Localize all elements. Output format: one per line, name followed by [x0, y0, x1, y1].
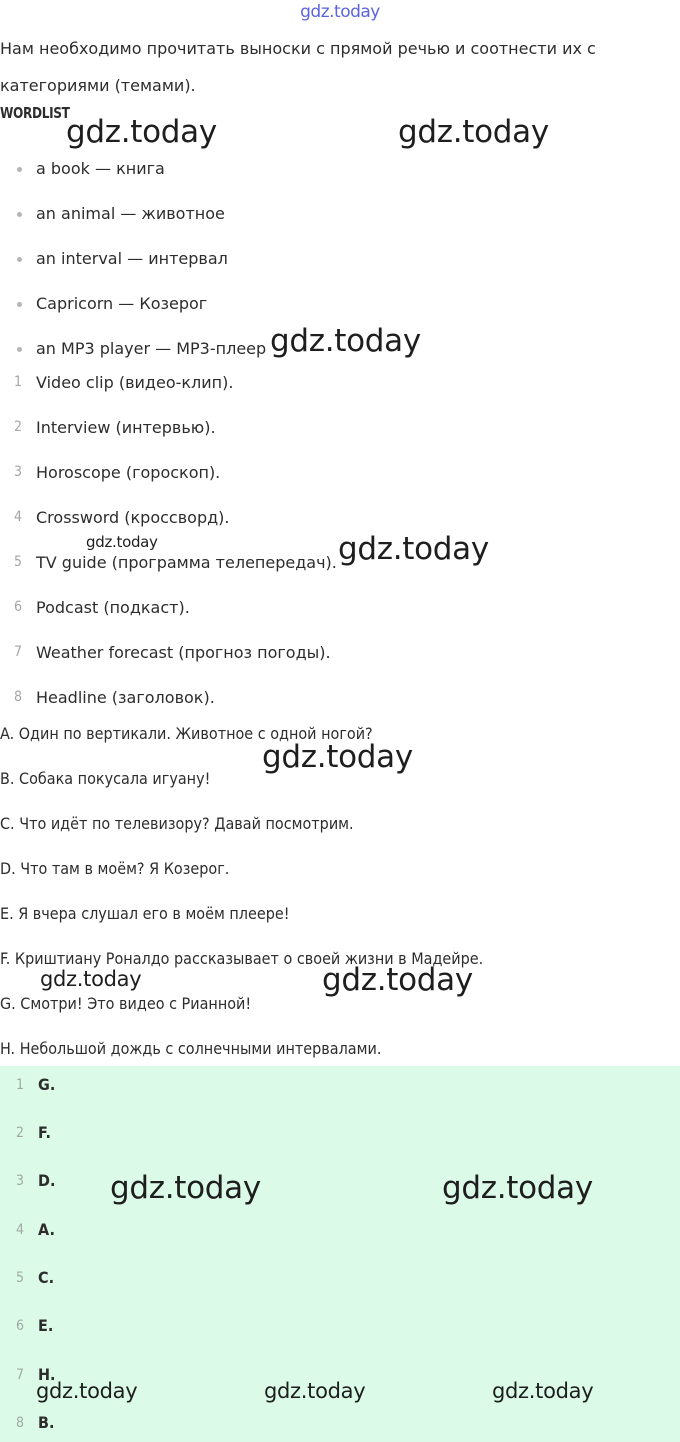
item-number: 7 — [14, 644, 23, 660]
item-number: 4 — [14, 509, 23, 525]
bullet-icon — [17, 212, 22, 217]
wordlist-item-text: a book — книга — [36, 159, 165, 178]
answer-row — [0, 1166, 680, 1196]
answer-letter: D. — [38, 1171, 56, 1190]
answer-row — [0, 1118, 680, 1148]
answer-row — [0, 1408, 680, 1438]
quote-item: G. Смотри! Это видео с Рианной! — [0, 994, 252, 1013]
quote-item: C. Что идёт по телевизору? Давай посмотрим. — [0, 814, 354, 833]
item-number: 1 — [16, 1077, 25, 1093]
quote-item: D. Что там в моём? Я Козерог. — [0, 859, 230, 878]
quote-item: B. Собака покусала игуану! — [0, 769, 211, 788]
category-text: Weather forecast (прогноз погоды). — [36, 643, 331, 662]
answer-letter: C. — [38, 1268, 55, 1287]
item-number: 2 — [16, 1125, 25, 1141]
wordlist-item — [0, 191, 266, 236]
watermark: gdz.today — [492, 1379, 594, 1403]
item-number: 1 — [14, 374, 23, 390]
item-number: 8 — [14, 689, 23, 705]
quote-item: H. Небольшой дождь с солнечными интервалами. — [0, 1039, 382, 1058]
wordlist-item-text: an interval — интервал — [36, 249, 228, 268]
bullet-icon — [17, 302, 22, 307]
item-number: 5 — [14, 554, 23, 570]
category-item — [0, 360, 337, 405]
item-number: 5 — [16, 1270, 25, 1286]
answer-letter: B. — [38, 1413, 55, 1432]
answer-letter: F. — [38, 1123, 51, 1142]
watermark: gdz.today — [40, 967, 142, 991]
watermark: gdz.today — [36, 1379, 138, 1403]
answer-row — [0, 1311, 680, 1341]
answer-letter: H. — [38, 1365, 56, 1384]
category-item — [0, 540, 337, 585]
item-number: 4 — [16, 1222, 25, 1238]
bullet-icon — [17, 257, 22, 262]
category-text: Crossword (кроссворд). — [36, 508, 230, 527]
item-number: 6 — [14, 599, 23, 615]
watermark: gdz.today — [338, 531, 489, 567]
wordlist-item — [0, 281, 266, 326]
quote-list — [0, 711, 483, 1071]
answer-row — [0, 1360, 680, 1390]
wordlist — [0, 146, 266, 371]
watermark: gdz.today — [262, 739, 413, 775]
category-text: Video clip (видео-клип). — [36, 373, 234, 392]
watermark: gdz.today — [270, 323, 421, 359]
watermark: gdz.today — [110, 1170, 261, 1206]
category-item — [0, 585, 337, 630]
wordlist-item — [0, 236, 266, 281]
task-intro: Нам необходимо прочитать выноски с прямой речью и соотнести их с категориями (темами). — [0, 39, 596, 95]
answer-row — [0, 1070, 680, 1100]
category-item — [0, 630, 337, 675]
category-text: Podcast (подкаст). — [36, 598, 190, 617]
watermark: gdz.today — [86, 533, 158, 551]
item-number: 6 — [16, 1318, 25, 1334]
wordlist-title: WORDLIST — [0, 104, 70, 122]
quote-item: F. Криштиану Роналдо рассказывает о своей жизни в Мадейре. — [0, 949, 484, 968]
wordlist-item-text: an animal — животное — [36, 204, 225, 223]
answer-row — [0, 1215, 680, 1245]
wordlist-item — [0, 146, 266, 191]
category-list — [0, 360, 337, 720]
watermark: gdz.today — [442, 1170, 593, 1206]
watermark: gdz.today — [398, 114, 549, 150]
watermark: gdz.today — [66, 114, 217, 150]
answer-letter: E. — [38, 1316, 54, 1335]
category-text: Headline (заголовок). — [36, 688, 215, 707]
category-text: Interview (интервью). — [36, 418, 216, 437]
category-text: Horoscope (гороскоп). — [36, 463, 221, 482]
category-item — [0, 495, 337, 540]
answer-row — [0, 1263, 680, 1293]
quote-item: E. Я вчера слушал его в моём плеере! — [0, 904, 290, 923]
answer-block — [0, 1066, 680, 1442]
category-item — [0, 405, 337, 450]
item-number: 8 — [16, 1415, 25, 1431]
item-number: 2 — [14, 419, 23, 435]
wordlist-item-text: Capricorn — Козерог — [36, 294, 208, 313]
site-header-link[interactable]: gdz.today — [300, 2, 380, 22]
item-number: 3 — [14, 464, 23, 480]
item-number: 7 — [16, 1367, 25, 1383]
wordlist-item-text: an MP3 player — MP3-плеер — [36, 339, 267, 358]
answer-letter: A. — [38, 1220, 55, 1239]
answer-letter: G. — [38, 1075, 56, 1094]
category-text: TV guide (программа телепередач). — [36, 553, 337, 572]
item-number: 3 — [16, 1173, 25, 1189]
bullet-icon — [17, 167, 22, 172]
bullet-icon — [17, 347, 22, 352]
quote-item: A. Один по вертикали. Животное с одной ногой? — [0, 724, 373, 743]
watermark: gdz.today — [322, 962, 473, 998]
watermark: gdz.today — [264, 1379, 366, 1403]
category-item — [0, 450, 337, 495]
